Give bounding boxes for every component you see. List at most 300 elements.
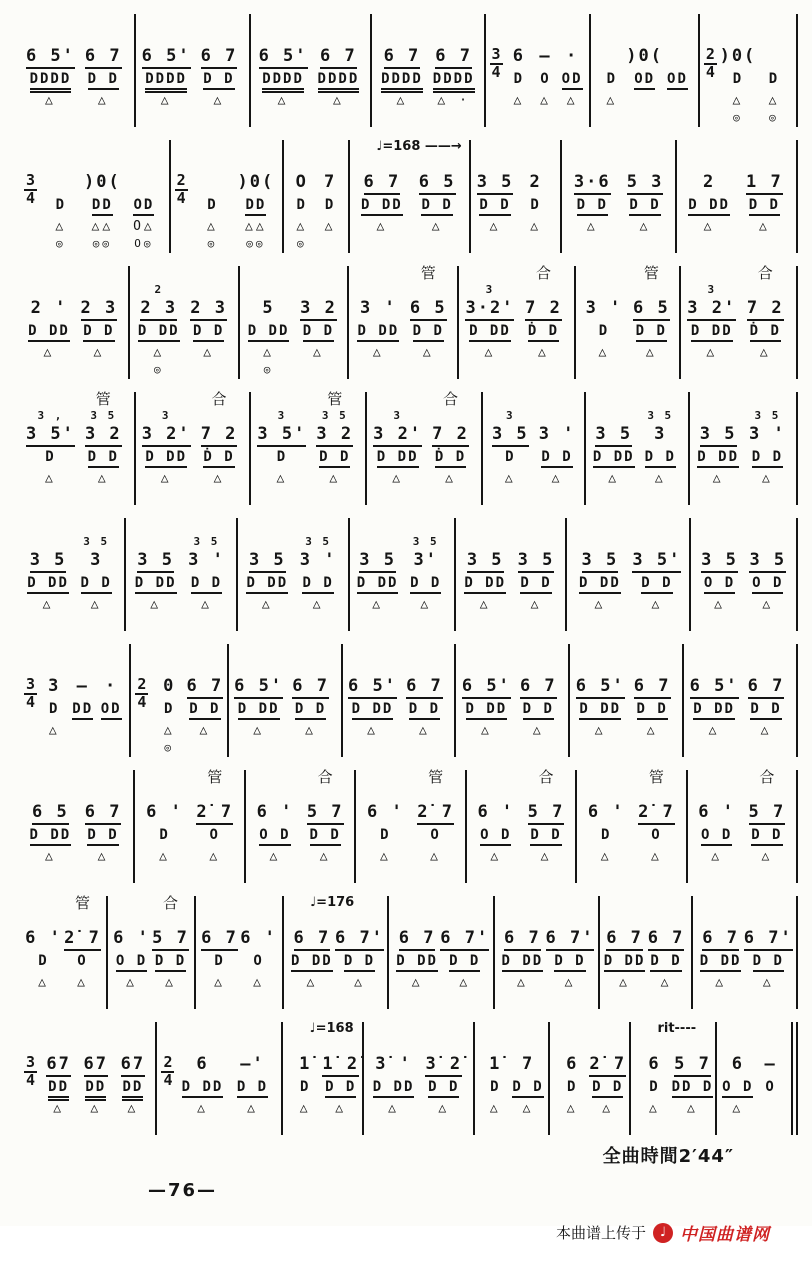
triangle-marks [388,1100,399,1120]
note-numbers [201,47,238,70]
note-numbers [375,1055,412,1078]
grace-notes-text: 3 5 [83,535,110,548]
drum-syllables [248,322,290,344]
triangle-marks-text: △ [479,597,491,612]
note-numbers [85,803,122,826]
drum-syllables-text: D D [520,575,551,594]
drum-syllables [469,322,511,344]
grace-notes [322,410,348,425]
note-numbers [152,929,189,952]
triangle-marks [419,722,430,742]
beat-cell [24,518,72,631]
triangle-marks-text: △ [551,471,563,486]
drum-syllables-text: D D [749,197,780,216]
beat-cell [515,140,556,253]
triangle-marks [438,1100,449,1120]
grace-notes [393,410,402,425]
note-numbers [435,47,472,70]
drum-syllables-text: O D [259,827,290,846]
drum-syllables [688,196,730,218]
note-numbers-text: 6 5 [32,802,69,825]
note-numbers-text: 6 5' [462,676,511,699]
drum-syllables-text: D D [512,1079,543,1098]
triangle-marks-text: △ [715,975,727,990]
drum-syllables-text: D DD [579,575,621,594]
beat-cell [360,770,410,883]
score-system [20,140,798,253]
triangle-marks [567,92,578,112]
measure [349,266,459,379]
drum-syllables-text: DD [72,701,93,720]
note-numbers [140,299,177,322]
measure [372,14,485,127]
measure [684,644,798,757]
triangle-marks [647,722,658,742]
grace-notes-text: 3 5 [754,409,781,422]
beat-cell [590,392,637,505]
drum-syllables-text: O D [116,953,147,972]
circle-marks [164,742,174,757]
timesig-numerator: 2 [137,675,147,693]
note-numbers [196,803,233,826]
note-numbers [525,299,562,322]
beat-cell [626,644,678,757]
triangle-marks [373,344,384,364]
grace-notes [486,284,495,299]
note-numbers [764,1055,776,1078]
note-numbers-text: 2 [702,172,716,192]
triangle-marks-text: △ [126,975,137,990]
beat-cell [239,896,278,1009]
triangle-marks-text: △ [540,849,552,864]
triangle-marks-text: △ [153,345,165,360]
beat-cell [581,770,631,883]
triangle-marks [214,92,225,112]
measure [459,266,576,379]
drum-syllables-text: D D [645,449,676,468]
note-numbers [492,425,529,448]
triangle-marks-text: △ [253,975,264,990]
grace-notes-text: 3 [707,283,717,296]
triangle-marks [505,470,516,490]
triangle-marks-text: △ [90,1101,102,1116]
triangle-marks-text: △ [55,219,67,234]
drum-syllables [381,70,423,92]
triangle-marks [423,344,434,364]
note-numbers [77,677,89,700]
note-numbers-text: 3̇ ' [375,1054,412,1074]
drum-syllables [637,700,668,722]
section-label [327,392,342,410]
note-numbers-text: 7 2 [747,298,784,321]
beat-cell [250,770,300,883]
drum-syllables [502,952,544,974]
note-numbers-text: 6 5 [410,298,447,321]
drum-syllables [607,70,617,92]
beat-cell [177,1022,227,1135]
note-numbers [674,1055,711,1078]
note-numbers [440,929,489,952]
site-logo-icon: ♩ [653,1223,673,1243]
drum-syllables-text: DD [92,197,113,216]
section-label [75,896,90,914]
drum-syllables-text: D D [203,71,234,90]
beat-cell [68,644,96,757]
triangle-marks-text: △ [392,471,404,486]
triangle-marks [763,974,774,994]
triangle-marks-text: △ [654,471,666,486]
drum-syllables [210,826,220,848]
note-numbers [720,47,757,70]
measure [20,140,171,253]
note-numbers [477,173,514,196]
time-signature [135,677,148,711]
drum-syllables-text: DDDD [145,71,187,93]
beat-cell [287,1022,323,1135]
measure [20,1022,157,1135]
note-numbers-text: 3 ' [585,298,623,318]
triangle-marks-text: △ [203,345,215,360]
beat-cell [590,1022,626,1135]
triangle-marks [214,470,225,490]
triangle-marks [77,974,88,994]
note-numbers-text: 2̇ 7 [196,802,233,825]
drum-syllables [135,574,177,596]
beat-cell [285,644,337,757]
note-numbers [30,551,67,574]
note-numbers [522,1055,534,1078]
drum-syllables-text: D DD [28,323,70,342]
drum-syllables-text: D DD [357,323,399,342]
triangle-marks [214,974,225,994]
triangle-marks-text: △ [639,219,651,234]
beat-cell [242,518,293,631]
drum-syllables [88,70,119,92]
note-numbers-text: 3·2' [465,298,514,321]
note-numbers [90,551,102,574]
beat-cell [661,14,694,127]
triangle-marks-text: △ [329,471,341,486]
triangle-marks-text: △ [760,723,772,738]
note-numbers-text: 6 [512,46,525,66]
note-numbers-text: 7 2 [201,424,238,447]
triangle-marks [760,344,771,364]
drum-syllables [92,196,113,218]
beat-cell [743,392,792,505]
triangle-marks [769,92,780,112]
page-number: —76— [148,1180,218,1201]
note-numbers-text: 3 5 [518,550,555,573]
drum-syllables [28,322,70,344]
beat-cell [40,644,68,757]
drum-syllables [361,196,403,218]
circle-marks [246,238,265,253]
triangle-marks [517,974,528,994]
triangle-marks [567,1100,578,1120]
note-numbers-text: 2 3 [140,298,177,321]
triangle-marks-text: △ [484,345,496,360]
triangle-marks-text: △ [263,345,274,360]
drum-syllables [479,196,510,218]
measure [681,266,798,379]
triangle-marks [531,596,542,616]
triangle-marks-text: △ [97,849,109,864]
measure [495,896,600,1009]
drum-syllables [505,448,515,470]
drum-syllables-text: D D [413,323,444,342]
note-numbers-text: 3 [654,424,667,444]
circle-marks-text: ◎ [733,111,743,124]
drum-syllables-text: OD [133,197,154,216]
note-numbers-text: 67 [46,1054,70,1077]
beat-cell [187,644,223,757]
beat-cell [353,266,403,379]
measure [283,1022,364,1135]
beat-cell [571,518,628,631]
triangle-marks [713,470,724,490]
triangle-marks [761,722,772,742]
note-numbers-text: 3 2' [687,298,736,321]
note-numbers-text: – [764,1054,777,1074]
triangle-marks-text: O△ [133,219,155,234]
timesig-denominator: 4 [163,1070,173,1089]
measure [691,518,798,631]
drum-syllables [318,70,360,92]
measure [570,644,684,757]
drum-syllables-text: D DD [604,953,646,972]
triangle-marks-text: △ [761,849,773,864]
drum-syllables [667,70,688,92]
beat-cell [393,896,441,1009]
triangle-marks-text: △ [489,1101,501,1116]
drum-syllables-text: D D [295,701,326,720]
grace-notes-text: 3 5 [90,409,117,422]
drum-syllables-text: D D [650,953,681,972]
note-numbers [188,551,225,574]
grace-notes [83,536,109,551]
measure [471,140,562,253]
circle-marks-text: ◎ [55,237,66,250]
drum-syllables-text: D DD [373,1079,415,1098]
beat-cell [506,14,533,127]
drum-syllables-text: D [276,449,288,465]
drum-syllables [750,700,781,722]
note-numbers [566,1055,578,1078]
note-numbers [606,929,643,952]
triangle-marks-text: △ [335,1101,347,1116]
drum-syllables [245,196,266,218]
note-numbers-text: 5 7 [528,802,565,825]
drum-syllables [704,574,735,596]
note-numbers [546,929,595,952]
grace-notes-text: 3 5 [321,409,348,422]
triangle-marks [49,722,60,742]
beat-cell [255,14,310,127]
drum-syllables [101,700,122,722]
triangle-marks-text: △ [214,975,225,990]
measure [20,896,108,1009]
beat-cell [140,14,193,127]
drum-syllables-text: D [55,197,67,213]
site-name[interactable]: 中国曲谱网 [680,1225,770,1245]
circle-marks-text: ◎ [769,111,779,124]
drum-syllables [191,574,222,596]
beat-cell [336,896,384,1009]
drum-syllables [49,700,59,722]
drum-syllables [645,448,676,470]
drum-syllables [83,322,114,344]
drum-syllables [352,700,394,722]
note-numbers-text: 6 7' [440,928,489,951]
beat-cell [82,140,124,253]
triangle-marks [759,218,770,238]
drum-syllables [259,826,290,848]
time-signature [175,173,188,207]
drum-syllables-text: D D [523,701,554,720]
triangle-marks-text: △ [564,975,576,990]
drum-syllables-text: O [651,827,662,843]
drum-syllables-text: D D [189,701,220,720]
beat-cell [499,896,547,1009]
drum-syllables-text: O D [701,827,732,846]
measure [364,1022,474,1135]
triangle-marks-text: △ [422,345,434,360]
section-label-text: 合 [443,390,459,408]
beat-cell [631,770,681,883]
drum-syllables-text: D DD [688,197,730,216]
beat-cell [24,770,77,883]
drum-syllables-text: DD [48,1079,69,1101]
triangle-marks [133,218,155,238]
section-label-text: 管 [207,768,223,786]
note-numbers [518,551,555,574]
drum-syllables-text: D DD [182,1079,224,1098]
drum-syllables [567,1078,577,1100]
beat-cell [694,392,743,505]
note-numbers [747,299,784,322]
note-numbers-text: 6 7 [85,46,122,69]
drum-syllables [145,448,187,470]
drum-syllables [72,700,93,722]
beat-cell [227,1022,277,1135]
drum-syllables-text: D D [310,827,341,846]
drum-syllables [38,952,48,974]
drum-syllables-text: D D [554,953,585,972]
triangle-marks [150,596,161,616]
drum-syllables-text: D DD [469,323,511,342]
triangle-marks [538,344,549,364]
triangle-marks-text: △ [706,345,718,360]
drum-syllables-text: D [601,827,612,843]
drum-syllables [203,70,234,92]
measure [693,896,798,1009]
drum-syllables [672,1078,714,1100]
beat-cell [184,266,234,379]
note-numbers [520,677,557,700]
beat-cell [97,644,125,757]
note-numbers [489,1055,501,1078]
timesig-denominator: 4 [26,188,36,207]
beat-cell [681,140,736,253]
drum-syllables [629,196,660,218]
beat-cell [517,266,571,379]
note-numbers [299,1055,311,1078]
note-numbers-text: 3 5 [249,550,286,573]
circle-marks-text: ◎ [296,237,307,250]
beat-cell [294,266,344,379]
drum-syllables-text: O [765,1079,776,1095]
note-numbers [648,1055,660,1078]
note-numbers [634,677,671,700]
beat-cell [637,392,684,505]
drum-syllables [634,70,655,92]
grace-notes [90,410,116,425]
measure [246,770,356,883]
note-numbers-text: 3 ' [749,424,786,444]
measure [356,770,466,883]
note-numbers [690,677,739,700]
note-numbers-text: 67 [84,1054,108,1077]
note-numbers-text: 6 5' [576,676,625,699]
triangle-marks-text: △ [42,597,54,612]
note-numbers [359,551,396,574]
drum-syllables-text: D D [87,827,118,846]
beat-cell [534,392,581,505]
drum-syllables-text: D D [303,323,334,342]
drum-syllables-text: D D [88,71,119,90]
triangle-marks-text: △ [163,723,175,738]
note-numbers-text: 6 7 [399,928,436,951]
note-numbers-text: 5 [262,298,275,318]
score-system [20,770,798,883]
note-numbers-text: 6 7 [201,928,238,951]
grace-notes-text: 3 [393,409,402,422]
beat-cell [441,896,489,1009]
beat-cell [740,644,792,757]
section-label [644,266,659,284]
beat-cell [151,896,190,1009]
drum-syllables [490,1078,500,1100]
triangle-marks-text: △ [396,93,408,108]
beat-cell [744,896,792,1009]
drum-syllables-text: D DD [357,575,399,594]
score [20,14,798,1148]
triangle-marks-text: △ [332,93,344,108]
note-numbers-text: 6 5' [690,676,739,699]
drum-syllables [325,196,335,218]
triangle-marks-text: △ [430,849,441,864]
note-numbers [348,677,397,700]
beat-cell [234,140,277,253]
timesig-denominator: 4 [176,188,186,207]
note-numbers [142,425,191,448]
triangle-marks-text: △ [608,471,620,486]
triangle-marks-text: △ [586,219,598,234]
drum-syllables [753,952,784,974]
grace-notes [162,410,171,425]
triangle-marks [329,470,340,490]
note-numbers [85,47,122,70]
drum-syllables [30,70,72,92]
note-numbers-text: 3 5 [30,550,67,573]
page-footer [20,1148,798,1278]
triangle-marks-text: △ [53,1101,65,1116]
triangle-marks [263,344,274,364]
triangle-marks [513,92,524,112]
measure [577,770,687,883]
triangle-marks [412,974,423,994]
triangle-marks [599,344,610,364]
